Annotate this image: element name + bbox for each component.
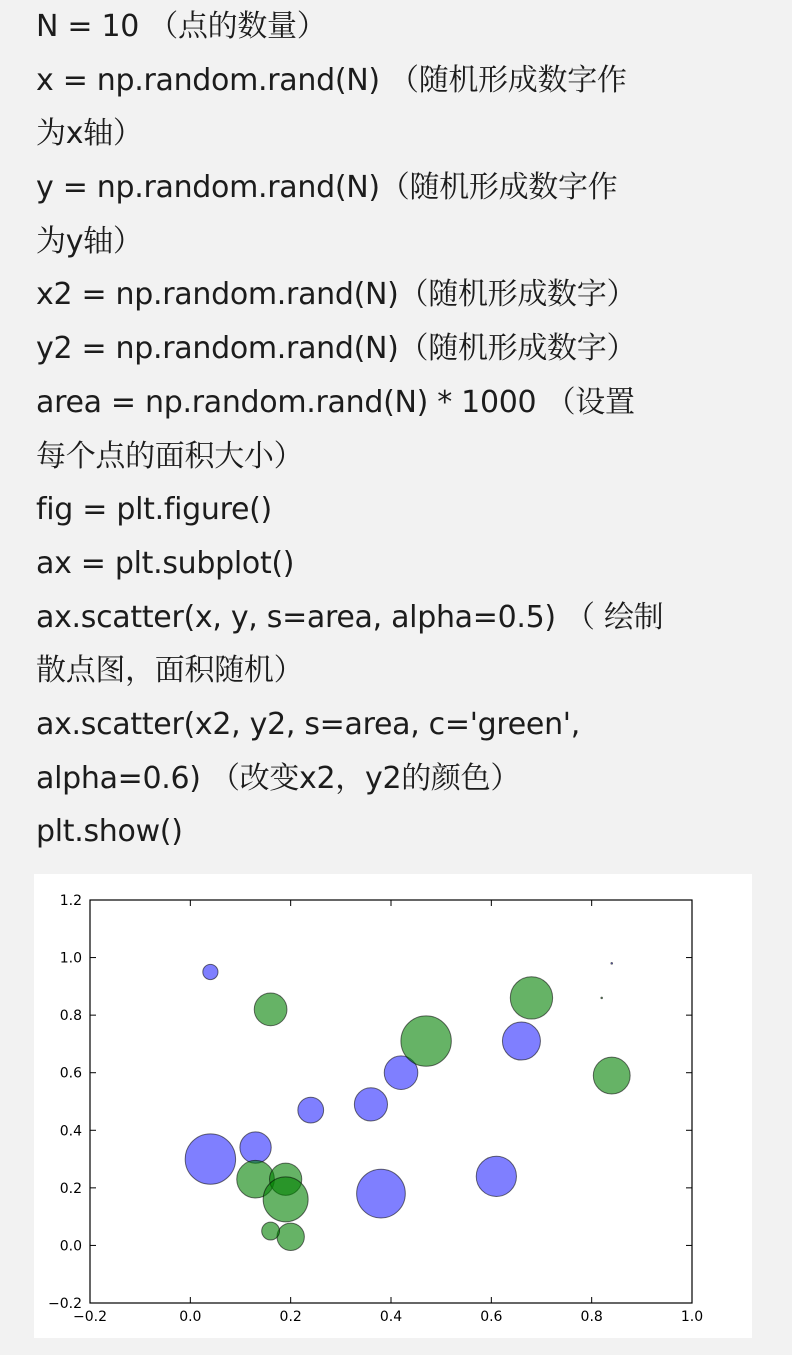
code-line: 为x轴）: [36, 116, 143, 152]
scatter-point-s1-0: [254, 993, 287, 1026]
code-line: ax = plt.subplot(): [36, 545, 295, 581]
code-line: 每个点的面积大小）: [36, 438, 304, 474]
y-tick-label: 0.0: [59, 1238, 82, 1255]
scatter-point-s0-1: [298, 1097, 324, 1123]
code-line: plt.show(): [36, 814, 183, 850]
y-tick-label: 0.6: [59, 1065, 82, 1082]
code-line: 散点图，面积随机）: [36, 653, 304, 689]
code-line: x2 = np.random.rand(N)（随机形成数字）: [36, 277, 637, 313]
y-tick-label: 1.0: [59, 950, 82, 967]
scatter-point-s1-6: [263, 1177, 308, 1222]
scatter-point-s1-7: [277, 1223, 304, 1250]
scatter-point-s0-8: [476, 1156, 516, 1196]
code-notes: [36, 0, 776, 859]
scatter-point-s0-7: [357, 1169, 406, 1218]
scatter-figure: [34, 874, 752, 1338]
code-line: alpha=0.6) （改变x2，y2的颜色）: [36, 760, 521, 796]
scatter-point-s0-4: [502, 1022, 540, 1060]
x-tick-label: 0.0: [179, 1309, 202, 1325]
code-line: area = np.random.rand(N) * 1000 （设置: [36, 384, 635, 420]
y-tick-label: −0.2: [48, 1296, 82, 1312]
code-line: fig = plt.figure(): [36, 492, 272, 528]
scatter-chart: [34, 874, 752, 1338]
y-tick-label: 0.2: [59, 1180, 82, 1197]
plot-frame: [90, 900, 692, 1303]
code-line: ax.scatter(x, y, s=area, alpha=0.5) （ 绘制: [36, 599, 664, 635]
code-line: 为y轴）: [36, 223, 143, 259]
x-tick-label: 1.0: [680, 1309, 704, 1325]
code-line: y2 = np.random.rand(N)（随机形成数字）: [36, 331, 637, 367]
x-tick-label: −0.2: [73, 1309, 107, 1325]
scatter-point-s1-3: [593, 1057, 630, 1094]
scatter-point-s0-0: [203, 964, 218, 979]
scatter-point-s0-5: [185, 1134, 235, 1184]
scatter-point-s1-8: [262, 1222, 280, 1240]
code-line: x = np.random.rand(N) （随机形成数字作: [36, 62, 627, 98]
scatter-point-s0-6: [240, 1132, 271, 1163]
y-tick-label: 0.8: [59, 1008, 82, 1025]
y-tick-label: 1.2: [59, 893, 82, 909]
code-line: y = np.random.rand(N)（随机形成数字作: [36, 170, 618, 206]
x-tick-label: 0.4: [379, 1309, 403, 1325]
scatter-point-s1-1: [401, 1016, 451, 1066]
code-line: N = 10 （点的数量）: [36, 9, 327, 44]
scatter-point-s0-2: [354, 1088, 387, 1121]
scatter-point-s0-9: [611, 963, 613, 965]
scatter-point-s1-9: [601, 997, 603, 999]
scatter-point-s1-2: [510, 977, 552, 1019]
x-tick-label: 0.6: [480, 1309, 503, 1325]
y-tick-label: 0.4: [59, 1123, 82, 1140]
scatter-marks: [185, 963, 630, 1251]
code-line: ax.scatter(x2, y2, s=area, c='green',: [36, 706, 580, 742]
x-tick-label: 0.2: [279, 1309, 302, 1325]
x-tick-label: 0.8: [580, 1309, 603, 1325]
